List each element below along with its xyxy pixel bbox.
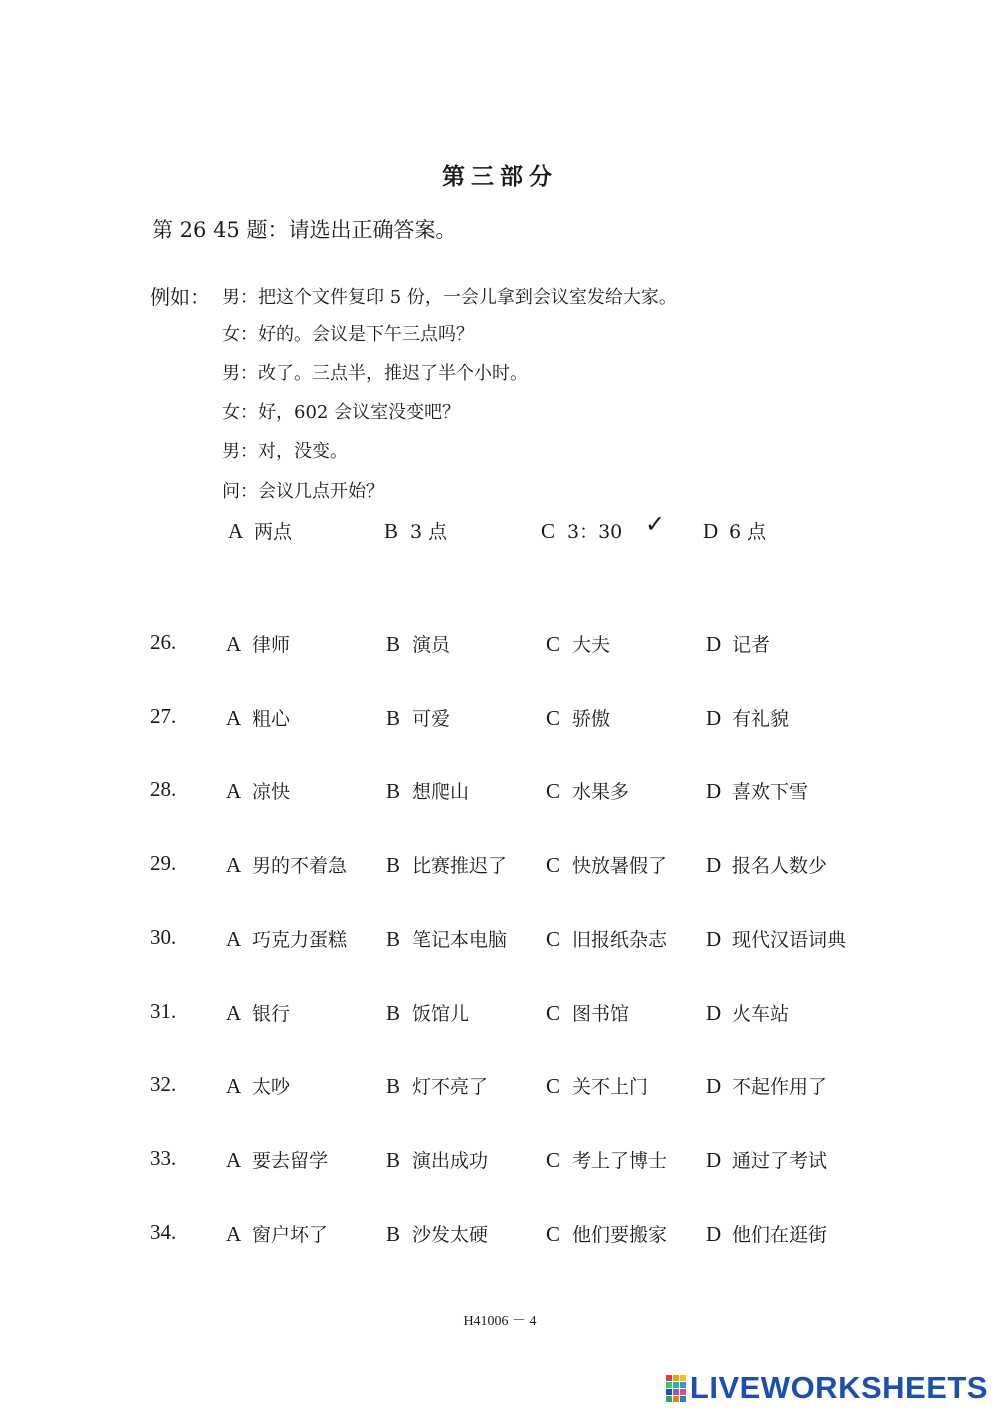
option-letter: D (706, 853, 722, 877)
option-text: 男的不着急 (252, 855, 348, 877)
option-letter: A (226, 853, 242, 877)
option-text: 要去留学 (252, 1150, 329, 1172)
question-number: 26. (150, 630, 177, 654)
option-b[interactable] (386, 704, 450, 731)
option-letter: B (386, 706, 401, 730)
check-mark-icon: ✓ (645, 510, 666, 538)
logo-square (673, 1389, 679, 1395)
option-text: 记者 (732, 634, 771, 656)
option-letter: D (706, 1148, 722, 1172)
logo-square (673, 1396, 679, 1402)
page-footer: H41006 － 4 (463, 1314, 537, 1329)
option-letter: D (706, 1222, 722, 1246)
option-text: 有礼貌 (732, 708, 790, 730)
question-number: 33. (150, 1146, 177, 1170)
question-number: 31. (150, 999, 177, 1023)
option-letter: C (546, 1148, 561, 1172)
option-letter: A (226, 1222, 242, 1246)
option-text: 律师 (252, 634, 291, 656)
option-letter: A (226, 1074, 242, 1098)
option-c[interactable] (546, 1072, 648, 1099)
option-text: 他们要搬家 (572, 1224, 668, 1246)
option-a[interactable] (226, 704, 290, 731)
option-c[interactable] (546, 704, 610, 731)
logo-square (666, 1382, 672, 1388)
option-text: 3 点 (410, 521, 448, 543)
option-a[interactable] (226, 1072, 290, 1099)
option-text: 水果多 (572, 781, 630, 803)
logo-square (680, 1382, 686, 1388)
option-letter: D (706, 779, 722, 803)
option-c[interactable] (546, 999, 629, 1026)
option-letter: D (706, 1074, 722, 1098)
example-dialogue-line: 男：把这个文件复印 5 份，一会儿拿到会议室发给大家。 (222, 287, 677, 308)
option-text: 窗户坏了 (252, 1224, 329, 1246)
option-a[interactable] (226, 925, 347, 952)
option-letter: D (703, 519, 719, 543)
option-c[interactable] (546, 777, 629, 804)
option-text: 考上了博士 (572, 1150, 668, 1172)
option-text: 两点 (254, 521, 293, 543)
question-number: 29. (150, 851, 177, 875)
option-b[interactable] (386, 999, 469, 1026)
option-letter: A (226, 1001, 242, 1025)
option-text: 演出成功 (412, 1150, 489, 1172)
example-dialogue-line: 男：改了。三点半，推迟了半个小时。 (222, 363, 528, 384)
example-option-c (541, 517, 622, 544)
option-text: 通过了考试 (732, 1150, 828, 1172)
option-text: 饭馆儿 (412, 1003, 470, 1025)
question-number: 32. (150, 1072, 177, 1096)
option-letter: B (386, 779, 401, 803)
option-letter: B (386, 1222, 401, 1246)
example-dialogue-line: 男：对，没变。 (222, 441, 348, 462)
logo-text: LIVEWORKSHEETS (689, 1370, 988, 1405)
example-question: 问：会议几点开始？ (222, 481, 384, 502)
option-text: 巧克力蛋糕 (252, 929, 348, 951)
question-number: 27. (150, 704, 177, 728)
option-letter: C (546, 706, 561, 730)
option-letter: A (226, 779, 242, 803)
option-text: 粗心 (252, 708, 291, 730)
option-letter: C (546, 1001, 561, 1025)
option-letter: C (546, 1222, 561, 1246)
option-text: 沙发太硬 (412, 1224, 489, 1246)
logo-square (666, 1396, 672, 1402)
option-text: 演员 (412, 634, 451, 656)
option-b[interactable] (386, 1072, 488, 1099)
option-letter: B (384, 519, 399, 543)
option-letter: C (546, 779, 561, 803)
option-a[interactable] (226, 1146, 328, 1173)
example-option-b (384, 517, 447, 544)
option-text: 大夫 (572, 634, 611, 656)
option-c[interactable] (546, 1146, 667, 1173)
option-b[interactable] (386, 777, 469, 804)
question-number: 34. (150, 1220, 177, 1244)
option-text: 现代汉语词典 (732, 929, 847, 951)
option-letter: A (226, 632, 242, 656)
option-letter: B (386, 927, 401, 951)
option-d[interactable] (706, 1072, 827, 1099)
option-text: 报名人数少 (732, 855, 828, 877)
option-d[interactable] (706, 777, 808, 804)
option-a[interactable] (226, 999, 290, 1026)
option-letter: D (706, 706, 722, 730)
option-text: 灯不亮了 (412, 1076, 489, 1098)
option-text: 不起作用了 (732, 1076, 828, 1098)
option-letter: B (386, 1148, 401, 1172)
option-letter: A (226, 927, 242, 951)
option-d[interactable] (706, 925, 846, 952)
example-label: 例如： (150, 285, 210, 309)
option-letter: C (541, 519, 556, 543)
example-dialogue-line: 女：好的。会议是下午三点吗？ (222, 324, 474, 345)
option-letter: B (386, 1001, 401, 1025)
option-letter: C (546, 1074, 561, 1098)
option-a[interactable] (226, 851, 347, 878)
option-letter: C (546, 853, 561, 877)
option-a[interactable] (226, 630, 290, 657)
option-letter: B (386, 632, 401, 656)
logo-square (666, 1389, 672, 1395)
option-text: 他们在逛街 (732, 1224, 828, 1246)
option-c[interactable] (546, 851, 667, 878)
option-letter: D (706, 927, 722, 951)
logo-mark-icon (666, 1375, 686, 1402)
option-text: 关不上门 (572, 1076, 649, 1098)
option-a[interactable] (226, 1220, 328, 1247)
option-c[interactable] (546, 925, 667, 952)
logo-square (666, 1375, 672, 1381)
logo-square (680, 1396, 686, 1402)
option-text: 比赛推迟了 (412, 855, 508, 877)
option-d[interactable] (706, 704, 789, 731)
option-text: 太吵 (252, 1076, 291, 1098)
option-text: 想爬山 (412, 781, 470, 803)
option-text: 火车站 (732, 1003, 790, 1025)
option-a[interactable] (226, 777, 290, 804)
example-option-a (228, 517, 292, 544)
liveworksheets-logo (666, 1371, 988, 1405)
option-c[interactable] (546, 1220, 667, 1247)
option-b[interactable] (386, 1220, 488, 1247)
option-d[interactable] (706, 1220, 827, 1247)
option-b[interactable] (386, 1146, 488, 1173)
option-letter: A (226, 706, 242, 730)
option-text: 6 点 (729, 521, 767, 543)
option-letter: A (228, 519, 244, 543)
logo-square (680, 1389, 686, 1395)
option-text: 3：30 (567, 521, 623, 543)
option-d[interactable] (706, 1146, 827, 1173)
option-d[interactable] (706, 630, 770, 657)
option-d[interactable] (706, 999, 789, 1026)
option-text: 笔记本电脑 (412, 929, 508, 951)
option-letter: A (226, 1148, 242, 1172)
example-dialogue-line: 女：好，602 会议室没变吧？ (222, 402, 461, 423)
option-c[interactable] (546, 630, 610, 657)
option-letter: B (386, 1074, 401, 1098)
option-b[interactable] (386, 630, 450, 657)
option-text: 喜欢下雪 (732, 781, 809, 803)
option-letter: D (706, 632, 722, 656)
option-text: 银行 (252, 1003, 291, 1025)
option-text: 旧报纸杂志 (572, 929, 668, 951)
option-text: 骄傲 (572, 708, 611, 730)
option-letter: C (546, 927, 561, 951)
option-text: 图书馆 (572, 1003, 630, 1025)
example-option-d (703, 517, 766, 544)
option-letter: D (706, 1001, 722, 1025)
option-text: 凉快 (252, 781, 291, 803)
question-number: 30. (150, 925, 177, 949)
option-letter: C (546, 632, 561, 656)
option-d[interactable] (706, 851, 827, 878)
option-letter: B (386, 853, 401, 877)
section-title: 第三部分 (442, 163, 558, 190)
logo-square (673, 1375, 679, 1381)
question-number: 28. (150, 777, 177, 801)
option-text: 快放暑假了 (572, 855, 668, 877)
option-b[interactable] (386, 925, 507, 952)
option-b[interactable] (386, 851, 507, 878)
logo-square (673, 1382, 679, 1388)
logo-square (680, 1375, 686, 1381)
instruction-text: 第 26 45 题：请选出正确答案。 (152, 218, 457, 242)
option-text: 可爱 (412, 708, 451, 730)
